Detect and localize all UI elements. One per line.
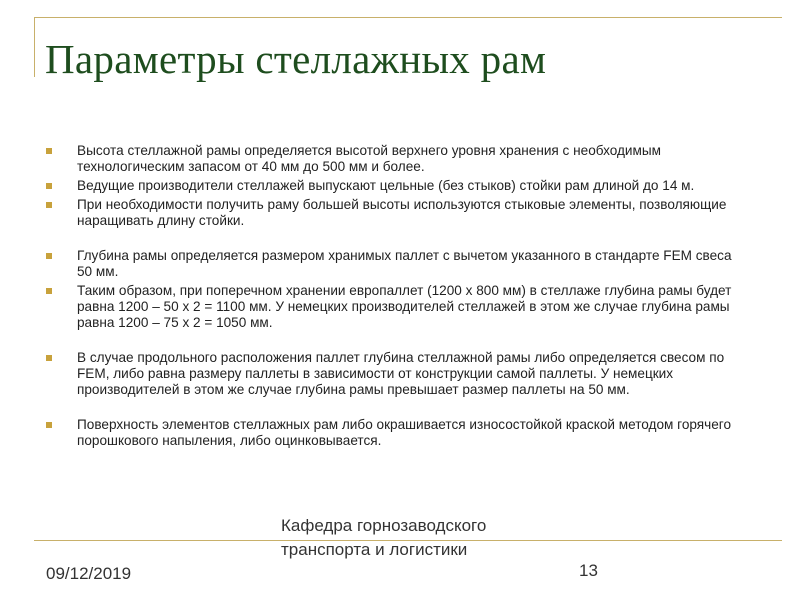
top-rule-line: [34, 17, 782, 18]
bullet-text: Высота стеллажной рамы определяется высотой верхнего уровня хранения с необходимым технологическим запасом от 40 мм до 500 мм и более.: [77, 143, 661, 174]
left-rule-line: [34, 17, 35, 77]
slide-title: Параметры стеллажных рам: [45, 36, 547, 82]
square-bullet-icon: [46, 183, 52, 189]
square-bullet-icon: [46, 148, 52, 154]
bullet-text: Глубина рамы определяется размером хранимых паллет с вычетом указанного в стандарте FEM свеса 50 мм.: [77, 248, 732, 279]
page-number: 13: [579, 561, 598, 580]
bullet-list: [46, 143, 746, 449]
bullet-item: [46, 283, 746, 331]
square-bullet-icon: [46, 355, 52, 361]
bullet-item: [46, 350, 746, 398]
square-bullet-icon: [46, 202, 52, 208]
bullet-item: [46, 197, 746, 229]
bullet-text: При необходимости получить раму большей высоты используются стыковые элементы, позволяющие наращивать длину стойки.: [77, 197, 727, 228]
bullet-text: В случае продольного расположения паллет глубина стеллажной рамы либо определяется свесом по FEM, либо равна размеру паллеты в зависимости от конструкции самой паллеты. У немецких производителей в этом же случае глубина рамы превышает размер паллеты на 50 мм.: [77, 350, 725, 397]
bullet-item: [46, 248, 746, 280]
bullet-item: [46, 143, 746, 175]
footer-date: 09/12/2019: [46, 564, 132, 583]
square-bullet-icon: [46, 422, 52, 428]
bullet-text: Таким образом, при поперечном хранении европаллет (1200 х 800 мм) в стеллаже глубина рамы будет равна 1200 – 50 х 2 = 1100 мм. У немецких производителей стеллажей в этом же случае глубина рамы равна 1200 – 75 х 2 = 1050 мм.: [77, 283, 732, 330]
square-bullet-icon: [46, 288, 52, 294]
square-bullet-icon: [46, 253, 52, 259]
bullet-item: [46, 178, 746, 194]
bullet-item: [46, 417, 746, 449]
footer-department: Кафедра горнозаводского транспорта и логистики: [281, 516, 487, 559]
bullet-text: Ведущие производители стеллажей выпускают цельные (без стыков) стойки рам длиной до 14 м.: [77, 178, 695, 193]
bullet-text: Поверхность элементов стеллажных рам либо окрашивается износостойкой краской методом горячего порошкового напыления, либо оцинковывается.: [77, 417, 732, 448]
